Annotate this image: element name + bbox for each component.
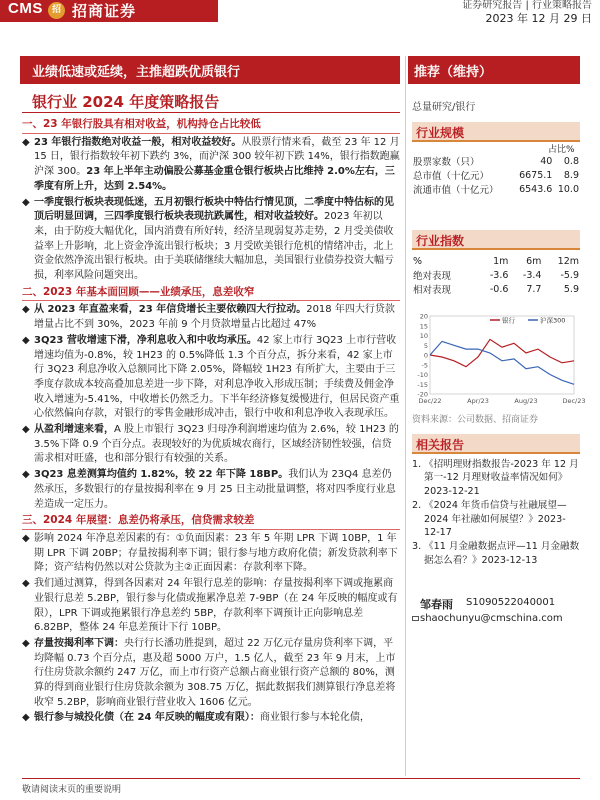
x-tick-label: Aug/23 [514,397,538,405]
chart-frame [430,316,574,394]
title-rule [22,112,400,113]
analyst-id: S1090522040001 [466,597,556,608]
bullet-bold: 从盈利增速来看， [34,424,114,436]
bullet-paragraph [22,196,400,284]
legend-label: 沪深300 [540,316,566,325]
y-tick-label: 15 [419,322,428,331]
bullet-text: A 股上市银行 3Q23 归母净利润增速均值为 2.6%，较 1H23 的 3.5%下降 0.9 个百分点。表现较好的为优质城农商行，区域经济韧性较强，信贷需求相对旺盛，也和部分银行有较强的关系。 [34,424,399,465]
related-num: 2. [412,500,422,512]
section-heading: 三、2024 年展望：息差仍将承压，信贷需求较差 [22,513,400,530]
index-header [412,230,580,250]
section-heading: 二、2023 年基本面回顾——业绩承压，息差收窄 [22,285,400,302]
x-tick-label: Apr/23 [467,397,489,405]
analyst-email[interactable]: shaochunyu@cmschina.com [420,613,563,624]
bullet-icon: ◆ [22,136,30,148]
bullet-icon: ◆ [22,532,30,544]
series-line-0 [430,339,574,366]
bullet-bold: 23 年上半年主动偏股公募基金重仓银行板块占比维持 2.0%左右，三季度有所上升，达到 2.54%。 [34,166,395,192]
scale-title: 行业规模 [416,126,465,140]
bullet-text: 商业银行参与本轮化债， [259,712,370,724]
bullet-icon: ◆ [22,469,30,481]
index-cell: 7.7 [526,283,542,295]
scale-table [412,154,580,196]
related-num: 1. [412,459,422,470]
bullet-bold: 从 2023 年直盈来看，23 年信贷增长主要依赖四大行拉动。 [34,304,307,316]
bullet-paragraph [22,423,400,467]
section-heading: 一、23 年银行股具有相对收益，机构持仓占比较低 [22,117,400,134]
chart-source: 资料来源：公司数据、招商证券 [412,415,539,425]
main-body [22,116,400,770]
scale-cell: 流通市值（十亿元） [413,185,499,196]
legend-label: 银行 [502,316,515,325]
bullet-icon: ◆ [22,334,30,346]
bullet-paragraph [22,303,400,332]
index-col-header: % [413,255,423,267]
index-row [412,282,580,296]
x-tick-label: Dec/23 [562,397,586,405]
bullet-paragraph [22,136,400,195]
scale-row [412,168,580,182]
bullet-text: 影响 2024 年净息差因素的有：①负面因素：23 年 5 年期 LPR 下调 10BP，1 年期 LPR 下调 20BP；存量按揭利率下调；银行参与地方政府化债；新发贷款利率下降；资产结构仍然以对公贷款为主②正面因素：存款利率下降。 [34,532,398,574]
report-date: 2023 年 12 月 29 日 [485,12,592,25]
index-chart [412,308,586,408]
bullet-paragraph [22,637,400,711]
bullet-bold: 银行参与城投化债（在 24 年反映的幅度或有限）： [34,712,260,724]
related-header [412,434,580,454]
scale-cell: 6675.1 [519,169,553,181]
scale-cell: 6543.6 [519,183,553,195]
bullet-icon: ◆ [22,578,30,590]
bullet-icon: ◆ [22,196,30,208]
page-header [0,0,600,40]
index-col-header: 6m [526,255,542,267]
headline: 业绩低速或延续，主推超跌优质银行 [32,65,241,80]
bullet-icon: ◆ [22,712,30,724]
index-cell: -3.6 [489,269,509,281]
brand-logo [0,0,218,22]
bullet-text: 央行行长潘功胜提到，超过 22 万亿元存量房贷利率下调，平均降幅 0.73 个百分点，惠及超 5000 万户，1.5 亿人，截至 23 年 9 月末，上市行住房贷款余额约 247 万亿，而上市行资产总额占商业银行资产总额的 80%，测算的得到商业银行住房贷款余额为 308.75 万亿，据此数据我们测算银行净息差将收窄 5.2BP，影响商业银行营业收入 1606 亿元。 [34,637,396,708]
brand-en: CMS [8,0,43,17]
related-num: 3. [412,541,422,553]
scale-cell: 10.0 [557,183,579,195]
rating-bar [408,56,580,84]
bullet-bold: 3Q23 息差测算均值约 1.82%，较 22 年下降 18BP。 [34,469,289,481]
scale-cell: 40 [540,155,553,167]
index-cell: -3.4 [522,269,542,281]
logo-icon: 招 [48,2,65,19]
bullet-paragraph [22,334,400,422]
y-tick-label: -10 [417,371,428,379]
y-tick-label: -20 [417,390,428,399]
related-report-link[interactable] [412,458,580,498]
footer-note: 敬请阅读末页的重要说明 [22,785,122,795]
related-text: 《招明理财指数报告-2023 年 12 月第一-12 月理财收益率情况如何》2023-12-21 [424,459,579,497]
headline-bar [20,56,400,84]
column-divider [405,56,406,776]
index-title: 行业指数 [416,234,465,248]
y-tick-label: 20 [419,312,428,321]
index-cell: -5.9 [560,269,579,281]
analyst-name: 邹春雨 [420,598,453,611]
index-col-header: 1m [493,255,509,267]
pct-label: 占比% [548,145,575,155]
x-tick-label: Dec/22 [418,397,442,405]
y-tick-label: 10 [419,332,428,340]
y-tick-label: 5 [423,341,428,350]
bullet-icon: ◆ [22,424,30,436]
related-title: 相关报告 [416,438,465,452]
bullet-paragraph [22,468,400,512]
bullet-bold: 一季度银行板块表现低迷，五月初银行板块中特估行情见顶，二季度中特估标的见顶后明显回调，三四季度银行板块表现抗跌属性，相对收益较好。 [34,196,394,223]
report-title: 银行业 2024 年度策略报告 [32,93,220,111]
bullet-paragraph [22,711,400,726]
related-report-link[interactable] [412,499,580,539]
brand-cn: 招商证券 [72,2,137,20]
bullet-paragraph [22,577,400,636]
y-tick-label: -5 [421,361,428,370]
related-report-link[interactable] [412,540,580,567]
bullet-icon: ◆ [22,637,30,649]
index-header-row [412,254,580,268]
bullet-bold: 3Q23 营收增速下滑，净利息收入和中收均承压。 [34,334,257,346]
report-type: 证券研究报告 | 行业策略报告 [462,0,592,11]
index-row [412,268,580,282]
scale-header [412,122,580,142]
bullet-text: 42 家上市行 3Q23 上市行营收增速均值为-0.8%，较 1H23 的 0.5%降低 1.3 个百分点，拆分来看，42 家上市行 3Q23 利息净收入总额同比下降 2.05%，降幅较 1H23 有所扩大，主要由于三季度存款成本较高叠加息差进一步下降，对利息净收入形成压制；手续费及佣金净收入增速为-5.41%，中收增长仍然乏力。下半年经济修复缓慢进行，但居民资产重心依然偏向存款，对银行的零售金融形成冲击，银行中收和利息净收入表现承压。 [34,334,400,420]
index-table [412,254,580,296]
related-text: 《11 月金融数据点评—11 月金融数据怎么看？》2023-12-13 [424,541,580,566]
index-col-header: 12m [557,255,579,267]
scale-cell: 总市值（十亿元） [413,171,490,182]
scale-cell: 股票家数（只） [413,157,480,168]
y-tick-label: -15 [417,380,428,389]
related-text: 《2024 年货币信贷与社融展望—2024 年社融如何展望？》2023-12-17 [424,500,567,539]
bullet-text: 我们通过测算，得到各因素对 24 年银行息差的影响：存量按揭利率下调或拖累商业银行息差 5.2BP，银行参与化债或拖累净息差 7-9BP（在 24 年反映的幅度或有限），LPR 下调或拖累银行净息差约 5BP，存款利率下调预计正向影响息差 6.82BP，整体 24 年息差预计下行 10BP。 [34,578,398,634]
bullet-text: 我们认为 23Q4 息差仍然承压，多数银行的存量按揭利率在 9 月 25 日主动批量调整，将对四季度行业息差造成一定压力。 [34,469,396,510]
bullet-paragraph [22,532,400,576]
series-line-1 [430,341,574,384]
index-cell: 5.9 [563,283,579,295]
scale-row [412,154,580,168]
footer-rule [22,778,580,779]
analyst-label: 总量研究/银行 [412,102,476,113]
bullet-bold: 23 年银行指数绝对收益一般，相对收益较好。 [34,136,242,148]
bullet-text: 从股票行情来看，截至 23 年 12 月 15 日，银行指数较年初下跌约 3%，而沪深 300 较年初下跌 14%，银行指数跑赢沪深 300。 [34,136,400,178]
scale-cell: 0.8 [563,155,579,167]
bullet-bold: 存量按揭利率下调： [34,637,124,649]
related-list [412,458,580,568]
index-cell: -0.6 [489,283,509,295]
bullet-icon: ◆ [22,304,30,316]
bullet-text: 2018 年四大行贷款增量占比不到 30%，2023 年前 9 个月贷款增量占比超过 47% [34,304,395,331]
y-tick-label: 0 [423,351,428,360]
index-row-label: 相对表现 [413,285,452,296]
index-row-label: 绝对表现 [413,271,452,282]
email-icon [412,616,419,621]
scale-row [412,182,580,196]
rating: 推荐（维持） [414,65,493,80]
bullet-text: 2023 年初以来，由于防疫大幅优化，国内消费有所好转，经济呈现弱复苏走势，2 月受美债收益率上升影响，北上资金净流出银行板块；3 月受欧美银行危机的情绪冲击，北上资金依然净流出银行板块。由于美联储继续大幅加息，美国银行业债券投资大幅亏损，利率风险问题突出。 [34,211,394,282]
scale-cell: 8.9 [563,169,579,181]
